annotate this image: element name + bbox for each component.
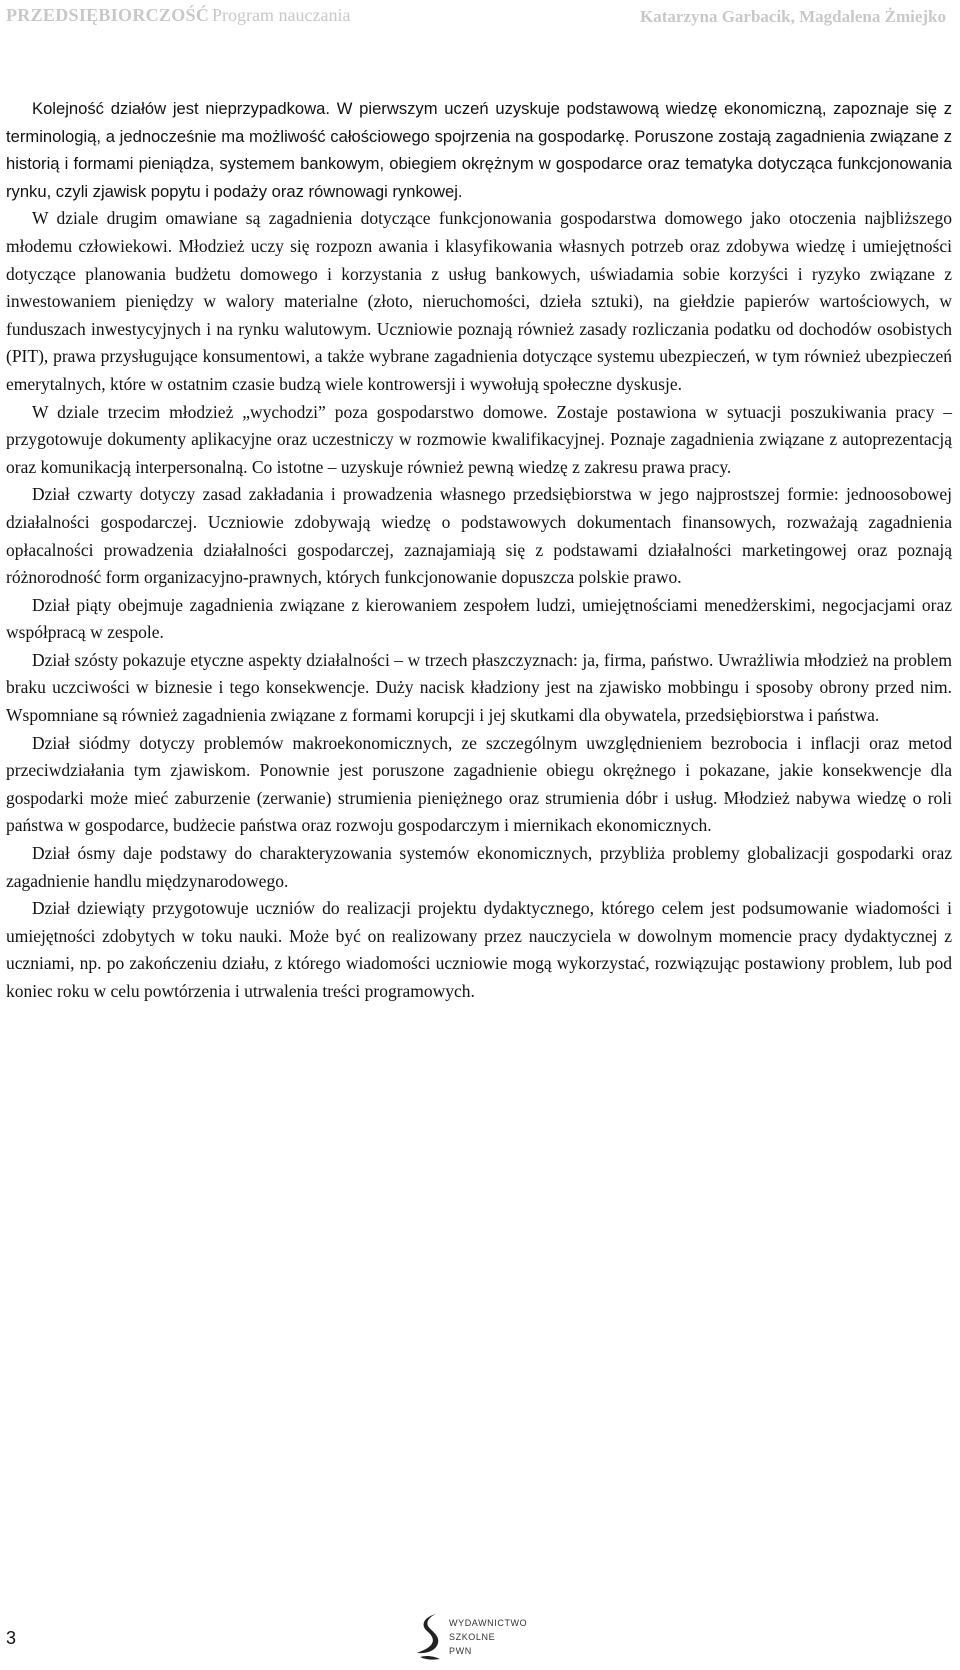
paragraph-section-3: W dziale trzecim młodzież „wychodzi” poza gospodarstwo domowe. Zostaje postawiona w sytuacji poszukiwania pracy – przygotowuje dokumenty aplikacyjne oraz uczestniczy w rozmowie kwalifikacyjnej. Poznaje zagadnienia związane z autoprezentacją oraz komunikacją interpersonalną. Co istotne – uzyskuje również pewną wiedzę z zakresu prawa pracy. [6, 401, 952, 477]
publisher-line-3: PWN [449, 1646, 472, 1656]
header-authors: Katarzyna Garbacik, Magdalena Żmiejko [640, 7, 946, 26]
document-body [6, 95, 952, 1006]
paragraph-section-2: W dziale drugim omawiane są zagadnienia dotyczące funkcjonowania gospodarstwa domowego jako otoczenia najbliższego młodemu człowiekowi. Młodzież uczy się rozpozn awania i klasyfikowania własnych potrzeb oraz zdobywa wiedzę i umiejętności dotyczące planowania budżetu domowego i korzystania z usług bankowych, uświadamia sobie korzyści i ryzyko związane z inwestowaniem pieniędzy w walory materialne (złoto, nieruchomości, dzieła sztuki), na giełdzie papierów wartościowych, w funduszach inwestycyjnych i na rynku walutowym. Uczniowie poznają również zasady rozliczania podatku od dochodów osobistych (PIT), prawa przysługujące konsumentowi, a także wybrane zagadnienia dotyczące systemu ubezpieczeń, w tym również ubezpieczeń emerytalnych, które w ostatnim czasie budzą wiele kontrowersji i wywołują społeczne dyskusje. [6, 208, 952, 394]
paragraph-section-6: Dział szósty pokazuje etyczne aspekty działalności – w trzech płaszczyznach: ja, firma, państwo. Uwrażliwia młodzież na problem braku uczciwości w biznesie i tego konsekwencje. Duży nacisk kładziony jest na zjawisko mobbingu i sposoby obrony przed nim. Wspomniane są również zagadnienia związane z formami korupcji i jej skutkami dla obywatela, przedsiębiorstwa i państwa. [6, 649, 952, 726]
publisher-logo-icon [414, 1611, 444, 1663]
page-number: 3 [6, 1628, 17, 1648]
header-subtitle: Program nauczania [212, 5, 351, 25]
publisher-line-1: WYDAWNICTWO [449, 1618, 528, 1628]
paragraph-section-9: Dział dziewiąty przygotowuje uczniów do realizacji projektu dydaktycznego, którego celem jest podsumowanie wiadomości i umiejętności zdobytych w toku nauki. Może być on realizowany przez nauczyciela w dowolnym momencie pracy dydaktycznej z uczniami, np. po zakończeniu działu, z którego wiadomości uczniowie mogą wykorzystać, rozwiązując postawiony problem, lub pod koniec roku w celu powtórzenia i utrwalenia treści programowych. [6, 898, 952, 1001]
paragraph-section-5: Dział piąty obejmuje zagadnienia związane z kierowaniem zespołem ludzi, umiejętnościami menedżerskimi, negocjacjami oraz współpracą w zespole. [6, 594, 952, 643]
header-brand: PRZEDSIĘBIORCZOŚĆ [6, 5, 210, 25]
publisher-logo-block [414, 1611, 544, 1667]
paragraph-intro: Kolejność działów jest nieprzypadkowa. W pierwszym uczeń uzyskuje podstawową wiedzę ekonomiczną, zapoznaje się z terminologią, a jednocześnie ma możliwość całościowego spojrzenia na gospodarkę. Poruszone zostają zagadnienia związane z historią i formami pieniądza, systemem bankowym, obiegiem okrężnym w gospodarce oraz tematyka dotycząca funkcjonowania rynku, czyli zjawisk popytu i podaży oraz równowagi rynkowej. [6, 99, 952, 201]
publisher-line-2: SZKOLNE [449, 1632, 496, 1642]
page-header [0, 0, 960, 36]
paragraph-section-7: Dział siódmy dotyczy problemów makroekonomicznych, ze szczególnym uwzględnieniem bezrobocia i inflacji oraz metod przeciwdziałania tym zjawiskom. Ponownie jest poruszone zagadnienie obiegu okrężnego i pokazane, jakie konsekwencje dla gospodarki może mieć zaburzenie (zerwanie) strumienia pieniężnego oraz strumienia dóbr i usług. Młodzież nabywa wiedzę o roli państwa w gospodarce, budżecie państwa oraz rozwoju gospodarczym i miernikach ekonomicznych. [6, 732, 952, 836]
paragraph-section-8: Dział ósmy daje podstawy do charakteryzowania systemów ekonomicznych, przybliża problemy globalizacji gospodarki oraz zagadnienie handlu międzynarodowego. [6, 843, 952, 891]
paragraph-section-4: Dział czwarty dotyczy zasad zakładania i prowadzenia własnego przedsiębiorstwa w jego najprostszej formie: jednoosobowej działalności gospodarczej. Uczniowie zdobywają wiedzę o podstawowych dokumentach finansowych, rozważają zagadnienia opłacalności prowadzenia działalności gospodarczej, zaznajamiają się z podstawami działalności marketingowej oraz poznają różnorodność form organizacyjno-prawnych, których funkcjonowanie dopuszcza polskie prawo. [6, 484, 952, 588]
